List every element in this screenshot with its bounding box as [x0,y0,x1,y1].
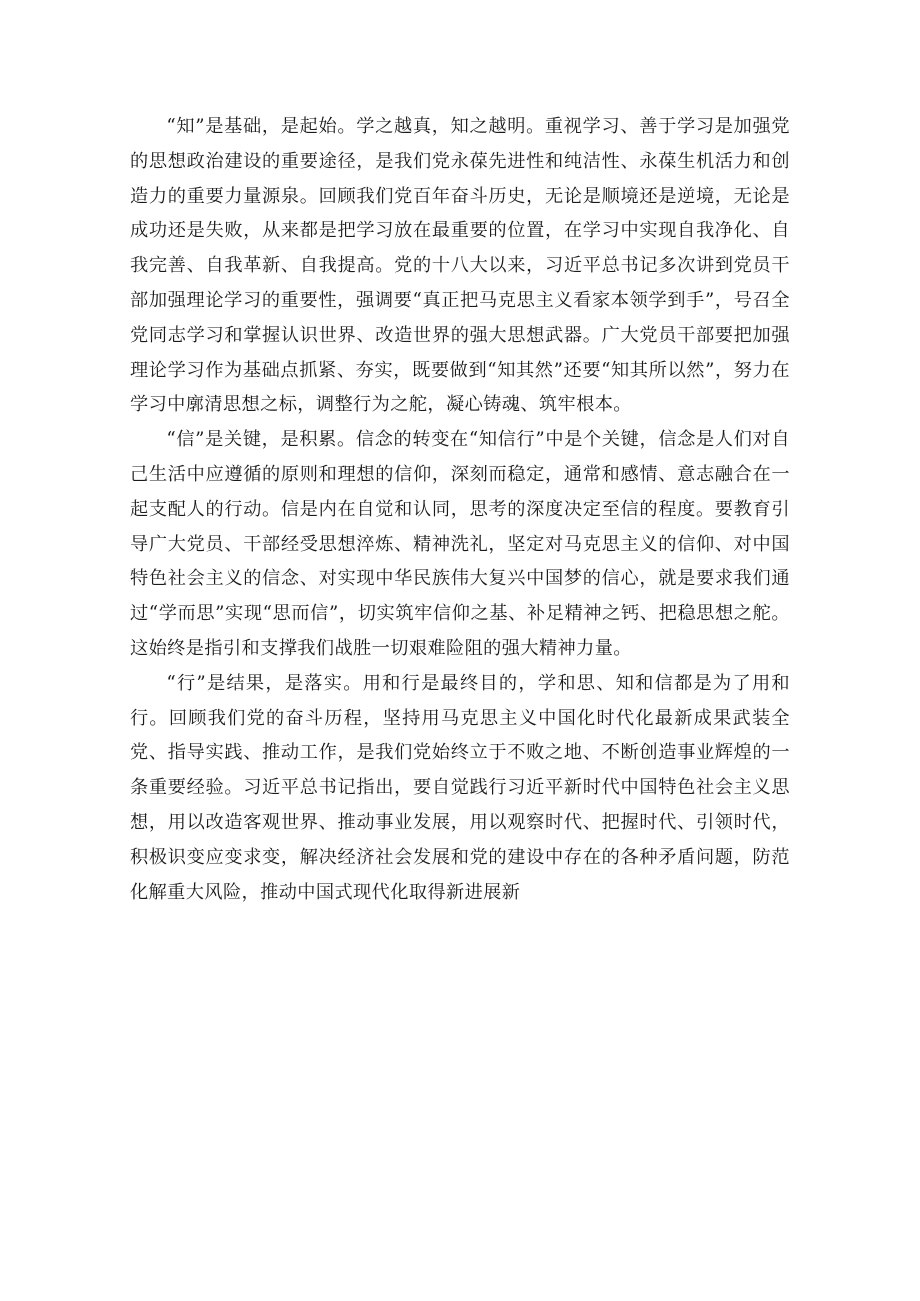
paragraph-zhi: “知”是基础，是起始。学之越真，知之越明。重视学习、善于学习是加强党的思想政治建设的重要途径，是我们党永葆先进性和纯洁性、永葆生机活力和创造力的重要力量源泉。回顾我们党百年奋斗历史，无论是顺境还是逆境，无论是成功还是失败，从来都是把学习放在最重要的位置，在学习中实现自我净化、自我完善、自我革新、自我提高。党的十八大以来，习近平总书记多次讲到党员干部加强理论学习的重要性，强调要“真正把马克思主义看家本领学到手”，号召全党同志学习和掌握认识世界、改造世界的强大思想武器。广大党员干部要把加强理论学习作为基础点抓紧、夯实，既要做到“知其然”还要“知其所以然”，努力在学习中廓清思想之标，调整行为之舵，凝心铸魂、筑牢根本。 [130,116,790,416]
paragraph-xin: “信”是关键，是积累。信念的转变在“知信行”中是个关键，信念是人们对自己生活中应遵循的原则和理想的信仰，深刻而稳定，通常和感情、意志融合在一起支配人的行动。信是内在自觉和认同，思考的深度决定至信的程度。要教育引导广大党员、干部经受思想淬炼、精神洗礼，坚定对马克思主义的信仰、对中国特色社会主义的信念、对实现中华民族伟大复兴中国梦的信心，就是要求我们通过“学而思”实现“思而信”，切实筑牢信仰之基、补足精神之钙、把稳思想之舵。这始终是指引和支撑我们战胜一切艰难险阻的强大精神力量。 [130,429,790,659]
paragraph-xing: “行”是结果，是落实。用和行是最终目的，学和思、知和信都是为了用和行。回顾我们党的奋斗历程，坚持用马克思主义中国化时代化最新成果武装全党、指导实践、推动工作，是我们党始终立于不败之地、不断创造事业辉煌的一条重要经验。习近平总书记指出，要自觉践行习近平新时代中国特色社会主义思想，用以改造客观世界、推动事业发展，用以观察时代、把握时代、引领时代，积极识变应变求变，解决经济社会发展和党的建设中存在的各种矛盾问题，防范化解重大风险，推动中国式现代化取得新进展新 [130,672,790,903]
document-body [130,110,790,910]
